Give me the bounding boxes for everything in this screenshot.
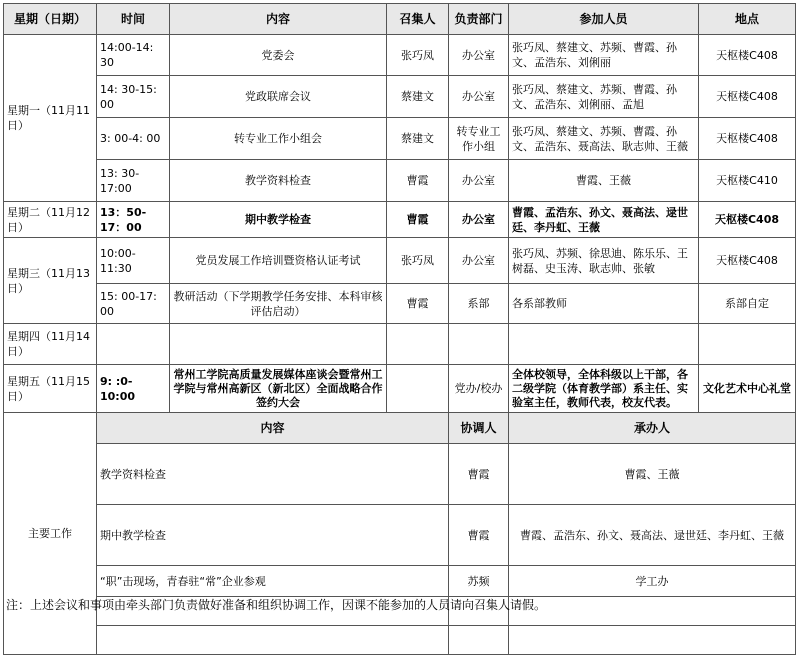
meeting-content: 党政联席会议 (170, 76, 387, 118)
meeting-dept: 办公室 (449, 76, 509, 118)
work-organizer: 曹霞、王薇 (509, 444, 796, 505)
meeting-dept: 转专业工作小组 (449, 118, 509, 160)
meeting-dept: 办公室 (449, 202, 509, 238)
meeting-attendees: 张巧凤、蔡建文、苏频、曹霞、孙文、孟浩东、聂高法、耿志帅、王薇 (509, 118, 699, 160)
meeting-time: 14: 30-15: 00 (97, 76, 170, 118)
meeting-time: 13: 30-17:00 (97, 160, 170, 202)
meeting-dept: 办公室 (449, 35, 509, 76)
work-coordinator: 苏频 (449, 566, 509, 597)
work-coordinator: 曹霞 (449, 444, 509, 505)
meeting-time: 15: 00-17: 00 (97, 284, 170, 324)
meeting-time: 10:00-11:30 (97, 238, 170, 284)
table-row (4, 35, 796, 76)
meeting-dept: 办公室 (449, 238, 509, 284)
empty-cell (449, 324, 509, 365)
table-row (4, 626, 796, 655)
day-wednesday: 星期三（11月13日） (4, 238, 97, 324)
meeting-content: 期中教学检查 (170, 202, 387, 238)
meeting-location: 天枢楼C408 (699, 118, 796, 160)
work-header-row (4, 413, 796, 444)
work-content: “职”击现场，青春驻“常”企业参观 (97, 566, 449, 597)
meeting-content: 转专业工作小组会 (170, 118, 387, 160)
header-attendees: 参加人员 (509, 4, 699, 35)
meeting-dept: 党办/校办 (449, 365, 509, 413)
meeting-attendees: 曹霞、孟浩东、孙文、聂高法、逯世廷、李丹虹、王薇 (509, 202, 699, 238)
meeting-location: 天枢楼C408 (699, 238, 796, 284)
meeting-location: 天枢楼C408 (699, 76, 796, 118)
meeting-attendees: 各系部教师 (509, 284, 699, 324)
work-organizer: 曹霞、孟浩东、孙文、聂高法、逯世廷、李丹虹、王薇 (509, 505, 796, 566)
empty-cell (699, 324, 796, 365)
meeting-attendees: 张巧凤、蔡建文、苏频、曹霞、孙文、孟浩东、刘俐丽、孟旭 (509, 76, 699, 118)
meeting-time: 3: 00-4: 00 (97, 118, 170, 160)
table-row (4, 324, 796, 365)
meeting-dept: 办公室 (449, 160, 509, 202)
empty-cell (509, 324, 699, 365)
work-organizer: 学工办 (509, 566, 796, 597)
meeting-location: 文化艺术中心礼堂 (699, 365, 796, 413)
day-thursday: 星期四（11月14日） (4, 324, 97, 365)
work-header-content: 内容 (97, 413, 449, 444)
meeting-time: 14:00-14: 30 (97, 35, 170, 76)
empty-cell (97, 324, 170, 365)
header-row (4, 4, 796, 35)
work-content: 教学资料检查 (97, 444, 449, 505)
meeting-convener: 蔡建文 (387, 118, 449, 160)
meeting-content: 党员发展工作培训暨资格认证考试 (170, 238, 387, 284)
header-time: 时间 (97, 4, 170, 35)
empty-cell (509, 597, 796, 626)
meeting-location: 天枢楼C408 (699, 202, 796, 238)
header-convener: 召集人 (387, 4, 449, 35)
table-row (4, 566, 796, 597)
empty-cell (170, 324, 387, 365)
meeting-attendees: 全体校领导，全体科级以上干部，各二级学院（体育教学部）系主任、实验室主任，教师代表，校友代表。 (509, 365, 699, 413)
day-friday: 星期五（11月15日） (4, 365, 97, 413)
meeting-time: 9: :0-10:00 (97, 365, 170, 413)
table-row (4, 505, 796, 566)
day-tuesday: 星期二（11月12日） (4, 202, 97, 238)
empty-cell (97, 626, 449, 655)
meeting-content: 党委会 (170, 35, 387, 76)
header-location: 地点 (699, 4, 796, 35)
work-coordinator: 曹霞 (449, 505, 509, 566)
empty-cell (387, 324, 449, 365)
work-header-coordinator: 协调人 (449, 413, 509, 444)
meeting-convener: 蔡建文 (387, 76, 449, 118)
work-header-organizer: 承办人 (509, 413, 796, 444)
meeting-time: 13：50-17：00 (97, 202, 170, 238)
empty-cell (509, 626, 796, 655)
schedule-table (3, 3, 796, 655)
table-row (4, 444, 796, 505)
meeting-location: 天枢楼C410 (699, 160, 796, 202)
table-row (4, 160, 796, 202)
meeting-content: 教学资料检查 (170, 160, 387, 202)
main-work-label: 主要工作 (4, 413, 97, 655)
meeting-convener: 曹霞 (387, 284, 449, 324)
meeting-location: 天枢楼C408 (699, 35, 796, 76)
footer-note: 注：上述会议和事项由牵头部门负责做好准备和组织协调工作，因课不能参加的人员请向召集人请假。 (6, 598, 547, 612)
day-monday: 星期一（11月11日） (4, 35, 97, 202)
meeting-convener: 张巧凤 (387, 238, 449, 284)
meeting-content: 常州工学院高质量发展媒体座谈会暨常州工学院与常州高新区（新北区）全面战略合作签约大会 (170, 365, 387, 413)
table-row (4, 284, 796, 324)
meeting-convener (387, 365, 449, 413)
meeting-convener: 张巧凤 (387, 35, 449, 76)
meeting-convener: 曹霞 (387, 160, 449, 202)
table-row (4, 76, 796, 118)
table-row (4, 365, 796, 413)
header-content: 内容 (170, 4, 387, 35)
meeting-convener: 曹霞 (387, 202, 449, 238)
header-dept: 负责部门 (449, 4, 509, 35)
meeting-location: 系部自定 (699, 284, 796, 324)
meeting-content: 教研活动（下学期教学任务安排、本科审核评估启动） (170, 284, 387, 324)
meeting-attendees: 张巧凤、蔡建文、苏频、曹霞、孙文、孟浩东、刘俐丽 (509, 35, 699, 76)
header-day: 星期（日期） (4, 4, 97, 35)
empty-cell (449, 626, 509, 655)
table-row (4, 202, 796, 238)
meeting-dept: 系部 (449, 284, 509, 324)
table-row (4, 238, 796, 284)
work-content: 期中教学检查 (97, 505, 449, 566)
table-row (4, 118, 796, 160)
meeting-attendees: 曹霞、王薇 (509, 160, 699, 202)
meeting-attendees: 张巧凤、苏频、徐思迪、陈乐乐、王树磊、史玉涛、耿志帅、张敏 (509, 238, 699, 284)
